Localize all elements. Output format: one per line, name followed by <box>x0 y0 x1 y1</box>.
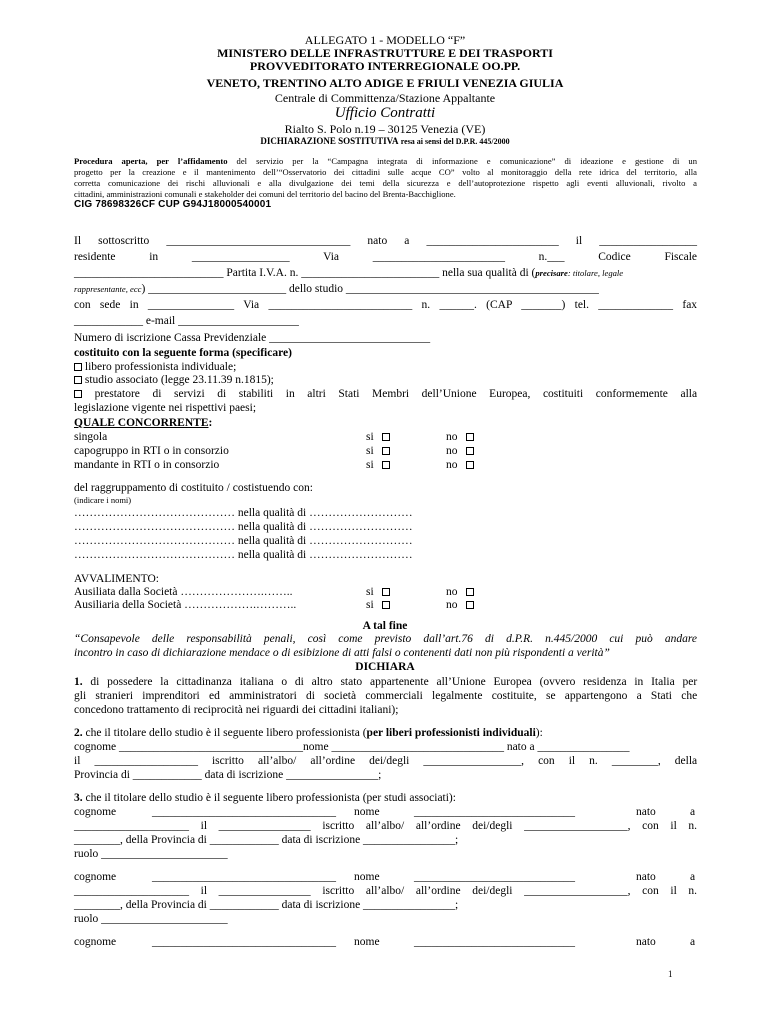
ruolo-field[interactable]: ruolo ______________________ <box>74 848 228 860</box>
cognome-field[interactable]: ________________________________ <box>152 806 336 818</box>
word: prestatore <box>94 388 140 400</box>
email-field[interactable]: ____________ e-mail _____________________ <box>74 315 299 327</box>
sede-via-field[interactable]: Via _________________________ <box>243 299 413 311</box>
partita-iva-field[interactable]: __________________________ Partita I.V.A. n. ________________________ nella sua qualità di ( <box>74 267 536 279</box>
albo-field[interactable]: __________________, <box>524 885 631 897</box>
word: di <box>485 633 494 645</box>
no-option <box>446 432 474 444</box>
word: con <box>642 820 659 832</box>
member-name-field[interactable]: …………………………………… <box>74 535 235 547</box>
qualita-hint-cont: rappresentante, ecc <box>74 284 142 294</box>
raggruppamento-note: (indicare i nomi) <box>74 495 132 505</box>
word: Europea, <box>489 388 531 400</box>
word: il <box>74 755 81 767</box>
word: imprenditori <box>142 690 200 702</box>
raggruppamento-row <box>74 508 413 520</box>
si-label: si <box>366 586 374 598</box>
word: dall’art.76 <box>423 633 473 645</box>
word: alla <box>680 388 698 400</box>
word: il <box>568 755 576 767</box>
data-field[interactable]: ________________ <box>218 885 311 897</box>
word: che <box>681 690 698 702</box>
ufficio-contratti: Ufficio Contratti <box>334 105 436 121</box>
word: n.445/2000 <box>545 633 598 645</box>
page-number: 1 <box>668 969 673 979</box>
word: ed <box>208 690 220 702</box>
anagrafica-line-5 <box>74 300 697 312</box>
word: appartenente <box>369 676 429 688</box>
word: n. <box>688 885 698 897</box>
word: residenza <box>583 676 627 688</box>
word: Italia <box>651 676 675 688</box>
punto-3-line-2 <box>74 821 697 833</box>
word: il <box>670 885 677 897</box>
word: come <box>338 633 363 645</box>
no-label: no <box>446 445 458 457</box>
luogo-field[interactable]: ____________________ <box>74 885 189 897</box>
si-checkbox[interactable] <box>382 433 390 441</box>
checkbox[interactable] <box>74 390 82 398</box>
si-label: si <box>366 599 374 611</box>
member-name-field[interactable]: …………………………………… <box>74 549 235 561</box>
via-field[interactable]: _______________________ <box>372 251 505 263</box>
word: all’ordine <box>415 820 461 832</box>
cognome-label: cognome <box>74 936 117 948</box>
word: penali, <box>263 633 296 645</box>
word: previsto <box>374 633 412 645</box>
anagrafica-line-4 <box>74 284 599 296</box>
word: Codice <box>598 251 631 263</box>
concorrente-title <box>74 418 212 430</box>
tel-field[interactable]: tel. _____________ <box>574 299 674 311</box>
word: sottoscritto <box>98 235 150 247</box>
word: il <box>200 820 208 832</box>
word: di <box>217 388 227 400</box>
word: di <box>294 676 304 688</box>
cognome-label: cognome <box>74 806 117 818</box>
ministero-title: MINISTERO DELLE INFRASTRUTTURE E DEI TRASPORTI <box>217 46 553 60</box>
word: all’albo/ <box>257 755 297 767</box>
word: il <box>575 235 583 247</box>
word: delle <box>151 633 175 645</box>
civico-field[interactable]: n.___ <box>538 251 565 263</box>
word: di <box>90 676 100 688</box>
procedura-line-3: corretta comunicazione dei rischi alluvionali e alla divulgazione dei temi della sicurezza e dell’autoprotezione rispetto agli eventi alluvionali, rivolto a <box>74 178 697 188</box>
member-role-field[interactable]: ……………………… <box>309 549 413 561</box>
punto-3-text: che il titolare dello studio è il seguente libero professionista (per studi associati): <box>82 792 456 804</box>
word: cittadinanza <box>176 676 232 688</box>
forma-option-1-label: libero professionista individuale; <box>84 361 237 373</box>
cognome-field[interactable]: ________________________________ <box>152 936 336 948</box>
word: in <box>634 676 644 688</box>
nato-label: nato <box>636 806 656 818</box>
forma-option-3 <box>74 389 697 401</box>
word: iscritto <box>211 755 244 767</box>
word: fax <box>682 299 698 311</box>
punto-number: 3. <box>74 792 83 804</box>
word: stabiliti <box>238 388 274 400</box>
word: servizi <box>173 388 205 400</box>
avvalimento-row-label[interactable]: Ausiliata dalla Società ………………….…….. <box>74 586 293 598</box>
word: possedere <box>107 676 153 688</box>
cig-cup: CIG 78698326CF CUP G94J18000540001 <box>74 199 272 210</box>
colon: : <box>208 417 213 429</box>
word: all’albo/ <box>365 885 405 897</box>
word: Il <box>74 235 82 247</box>
word: Europea <box>493 676 532 688</box>
word: legalmente <box>432 690 483 702</box>
word: residente <box>74 251 116 263</box>
dichiarazione-sostitutiva <box>0 137 770 146</box>
word: per <box>682 676 698 688</box>
punto-1-line-3: concedono trattamento di reciprocità nei riguardi dei cittadini italiani); <box>74 704 399 716</box>
word: altri <box>307 388 326 400</box>
word: all’Unione <box>436 676 486 688</box>
word: Membri <box>372 388 410 400</box>
procedura-line-1 <box>74 157 697 166</box>
punto-1-line-2 <box>74 691 697 703</box>
si-option <box>366 432 390 444</box>
checkbox[interactable] <box>74 363 82 371</box>
provveditorato-title: PROVVEDITORATO INTERREGIONALE OO.PP. <box>249 59 521 73</box>
word: all’ordine <box>415 885 461 897</box>
si-checkbox[interactable] <box>382 461 390 469</box>
word: nato <box>367 235 388 247</box>
word: società <box>324 690 357 702</box>
studio-field[interactable]: ) ________________________ dello studio ____________________________________________ <box>141 283 599 295</box>
word: conformemente <box>595 388 668 400</box>
allegato-title: ALLEGATO 1 - MODELLO “F” <box>304 33 466 47</box>
a-label: a <box>690 871 696 883</box>
nome-label: nome <box>354 806 380 818</box>
forma-option-2 <box>74 375 274 387</box>
word: o <box>281 676 288 688</box>
a-label: a <box>690 806 696 818</box>
data-field[interactable]: __________________ <box>94 755 198 767</box>
raggruppamento-row <box>74 522 413 534</box>
si-checkbox[interactable] <box>382 447 390 455</box>
qualita-label: nella qualità di <box>237 507 307 519</box>
punto-3-intro <box>74 793 456 805</box>
concorrente-row-label: singola <box>74 431 108 443</box>
punto-3-line-2 <box>74 886 697 898</box>
nato-label: nato <box>636 936 656 948</box>
regioni-title: VENETO, TRENTINO ALTO ADIGE E FRIULI VENEZIA GIULIA <box>206 76 564 90</box>
a-label: a <box>690 936 696 948</box>
no-label: no <box>446 431 458 443</box>
no-option <box>446 587 474 599</box>
no-checkbox[interactable] <box>466 461 474 469</box>
no-label: no <box>446 599 458 611</box>
forma-option-1 <box>74 362 236 374</box>
word: “Consapevole <box>74 633 140 645</box>
anagrafica-line-2 <box>74 252 697 264</box>
forma-title: costituito con la seguente forma (specificare) <box>74 347 292 359</box>
word: di <box>306 690 315 702</box>
word: responsabilità <box>186 633 252 645</box>
nome-label: nome <box>354 871 380 883</box>
word: il <box>670 820 677 832</box>
nome-field[interactable]: ____________________________ <box>414 871 575 883</box>
qualita-label: nella qualità di <box>237 535 307 547</box>
word: iscritto <box>322 820 355 832</box>
cassa-previdenziale-field[interactable]: Numero di iscrizione Cassa Previdenziale ____________________________ <box>74 332 431 344</box>
member-role-field[interactable]: ……………………… <box>309 507 413 519</box>
word: di <box>152 388 162 400</box>
residenza-field[interactable]: _________________ <box>191 251 290 263</box>
word: della <box>674 755 698 767</box>
nato-label: nato <box>636 871 656 883</box>
no-option <box>446 446 474 458</box>
word: Fiscale <box>664 251 698 263</box>
numero-field[interactable]: ________, <box>611 755 661 767</box>
raggruppamento-title: del raggruppamento di costituito / costistuendo con: <box>74 482 313 494</box>
word: amministratori <box>229 690 297 702</box>
word: la <box>160 676 169 688</box>
no-option <box>446 460 474 472</box>
nome-field[interactable]: ____________________________ <box>414 806 575 818</box>
word: stato <box>340 676 363 688</box>
no-label: no <box>446 586 458 598</box>
word: all’albo/ <box>365 820 405 832</box>
concorrente-row-label: capogruppo in RTI o in consorzio <box>74 445 229 457</box>
no-checkbox[interactable] <box>466 588 474 596</box>
avvalimento-row-label[interactable]: Ausiliaria della Società ……………….……….. <box>74 599 297 611</box>
punto-1-line-1 <box>74 677 697 689</box>
si-checkbox[interactable] <box>382 601 390 609</box>
word: costituite, <box>491 690 537 702</box>
procedura-lead: Procedura aperta, per l’affidamento <box>74 156 228 166</box>
si-label: si <box>366 459 374 471</box>
word: dei/degli <box>472 885 513 897</box>
qualita-label: nella qualità di <box>237 549 307 561</box>
cognome-field[interactable]: ________________________________ <box>152 871 336 883</box>
punto-2-line-1[interactable]: cognome ________________________________nome ______________________________ nato a ________________ <box>74 741 630 753</box>
punto-number: 1. <box>74 676 83 688</box>
qualita-hint: : titolare, legale <box>567 268 624 278</box>
procedura-line-1-rest: del servizio per la “Campagna integrata di informazione e comunicazione” di ideazione e gestione di un <box>227 156 697 166</box>
dichiarazione-ref: resa ai sensi del D.P.R. 445/2000 <box>400 137 510 146</box>
word: a <box>636 690 642 702</box>
word: all’ordine <box>310 755 356 767</box>
word: può <box>635 633 653 645</box>
quote-line-1 <box>74 634 697 646</box>
si-option <box>366 446 390 458</box>
word: costituiti <box>542 388 584 400</box>
word: n. <box>589 755 598 767</box>
punto-2-line-2 <box>74 756 697 768</box>
punto-2-end: ): <box>535 727 543 739</box>
cognome-label: cognome <box>74 871 117 883</box>
anagrafica-line-1 <box>74 236 697 248</box>
word: con <box>538 755 555 767</box>
dichiara-title: DICHIARA <box>355 661 415 673</box>
no-option <box>446 600 474 612</box>
nome-label: nome <box>354 936 380 948</box>
concorrente-row-label: mandante in RTI o in consorzio <box>74 459 220 471</box>
word: in <box>149 251 159 263</box>
punto-2-intro <box>74 728 543 740</box>
word: in <box>285 388 295 400</box>
word: a <box>404 235 410 247</box>
si-checkbox[interactable] <box>382 588 390 596</box>
word: Stati <box>650 690 673 702</box>
punto-2-text: che il titolare dello studio è il seguente libero professionista ( <box>82 727 367 739</box>
word: gli <box>74 690 87 702</box>
word: Via <box>323 251 339 263</box>
data-nascita-field[interactable]: _________________ <box>599 235 698 247</box>
word: (ovvero <box>539 676 576 688</box>
word: stranieri <box>95 690 134 702</box>
word: appartengono <box>564 690 628 702</box>
procedura-line-4: cittadini, amministrazioni comunali e stakeholder dei comuni del territorio del bacino del Brenta-Bacchiglione. <box>74 189 456 199</box>
anagrafica-line-3 <box>74 268 623 280</box>
sede-field[interactable]: con sede in _______________ <box>74 299 235 311</box>
procedura-line-2: progetto per la creazione e il mantenimento dell’“Osservatorio dei cittadini sulle acque CO” volto al monitoraggio della rete idrica del territorio, alla <box>74 167 697 177</box>
si-label: si <box>366 431 374 443</box>
nome-field[interactable]: ____________________________ <box>414 936 575 948</box>
ruolo-field[interactable]: ruolo ______________________ <box>74 913 228 925</box>
sottoscritto-field[interactable]: ________________________________ <box>166 235 351 247</box>
word: dell’Unione <box>421 388 477 400</box>
no-label: no <box>446 459 458 471</box>
si-option <box>366 600 390 612</box>
data-field[interactable]: ________________ <box>218 820 311 832</box>
word: commerciali <box>365 690 423 702</box>
raggruppamento-row <box>74 536 413 548</box>
forma-option-2-label: studio associato (legge 23.11.39 n.1815); <box>84 374 274 386</box>
word: cui <box>609 633 624 645</box>
checkbox[interactable] <box>74 376 82 384</box>
word: dei/degli <box>369 755 410 767</box>
si-option <box>366 587 390 599</box>
word: il <box>200 885 208 897</box>
cap-field[interactable]: (CAP _______) <box>486 299 566 311</box>
a-tal-fine: A tal fine <box>362 620 408 632</box>
no-checkbox[interactable] <box>466 447 474 455</box>
sede-civico-field[interactable]: n. ______. <box>421 299 477 311</box>
word: iscritto <box>322 885 355 897</box>
albo-field[interactable]: _________________, <box>423 755 525 767</box>
word: andare <box>664 633 697 645</box>
punto-number: 2. <box>74 727 83 739</box>
concorrente-title-text: QUALE CONCORRENTE <box>74 417 209 429</box>
luogo-field[interactable]: ____________________ <box>74 820 189 832</box>
word: con <box>642 885 659 897</box>
indirizzo: Rialto S. Polo n.19 – 30125 Venezia (VE) <box>284 122 486 136</box>
no-checkbox[interactable] <box>466 601 474 609</box>
centrale-committenza: Centrale di Committenza/Stazione Appaltante <box>274 91 496 105</box>
precisare-label: precisare <box>535 268 568 278</box>
quote-line-2: incontro in caso di dichiarazione mendace o di esibizione di atti falsi o contenenti dati non più rispondenti a verità” <box>74 647 610 659</box>
luogo-nascita-field[interactable]: _______________________ <box>426 235 559 247</box>
si-label: si <box>366 445 374 457</box>
punto-3-line-3[interactable]: ________, della Provincia di ____________ data di iscrizione ________________; <box>74 899 459 911</box>
punto-2-line-3[interactable]: Provincia di ____________ data di iscrizione ________________; <box>74 769 382 781</box>
word: così <box>307 633 327 645</box>
forma-option-3-cont: legislazione vigente nei rispettivi paesi; <box>74 402 257 414</box>
word: se <box>545 690 556 702</box>
member-name-field[interactable]: …………………………………… <box>74 521 235 533</box>
word: n. <box>688 820 698 832</box>
no-checkbox[interactable] <box>466 433 474 441</box>
word: Stati <box>338 388 360 400</box>
avvalimento-title: AVVALIMENTO: <box>74 573 159 585</box>
dichiarazione-label: DICHIARAZIONE SOSTITUTIVA <box>260 136 399 146</box>
member-name-field[interactable]: …………………………………… <box>74 507 235 519</box>
albo-field[interactable]: __________________, <box>524 820 631 832</box>
word: italiana <box>239 676 274 688</box>
punto-2-bold: per liberi professionisti individuali <box>366 727 536 739</box>
word: d.P.R. <box>506 633 534 645</box>
word: altro <box>311 676 333 688</box>
word: dei/degli <box>472 820 513 832</box>
member-role-field[interactable]: ……………………… <box>309 521 413 533</box>
punto-3-line-3[interactable]: ________, della Provincia di ____________ data di iscrizione ________________; <box>74 834 459 846</box>
raggruppamento-row <box>74 550 413 562</box>
member-role-field[interactable]: ……………………… <box>309 535 413 547</box>
si-option <box>366 460 390 472</box>
qualita-label: nella qualità di <box>237 521 307 533</box>
